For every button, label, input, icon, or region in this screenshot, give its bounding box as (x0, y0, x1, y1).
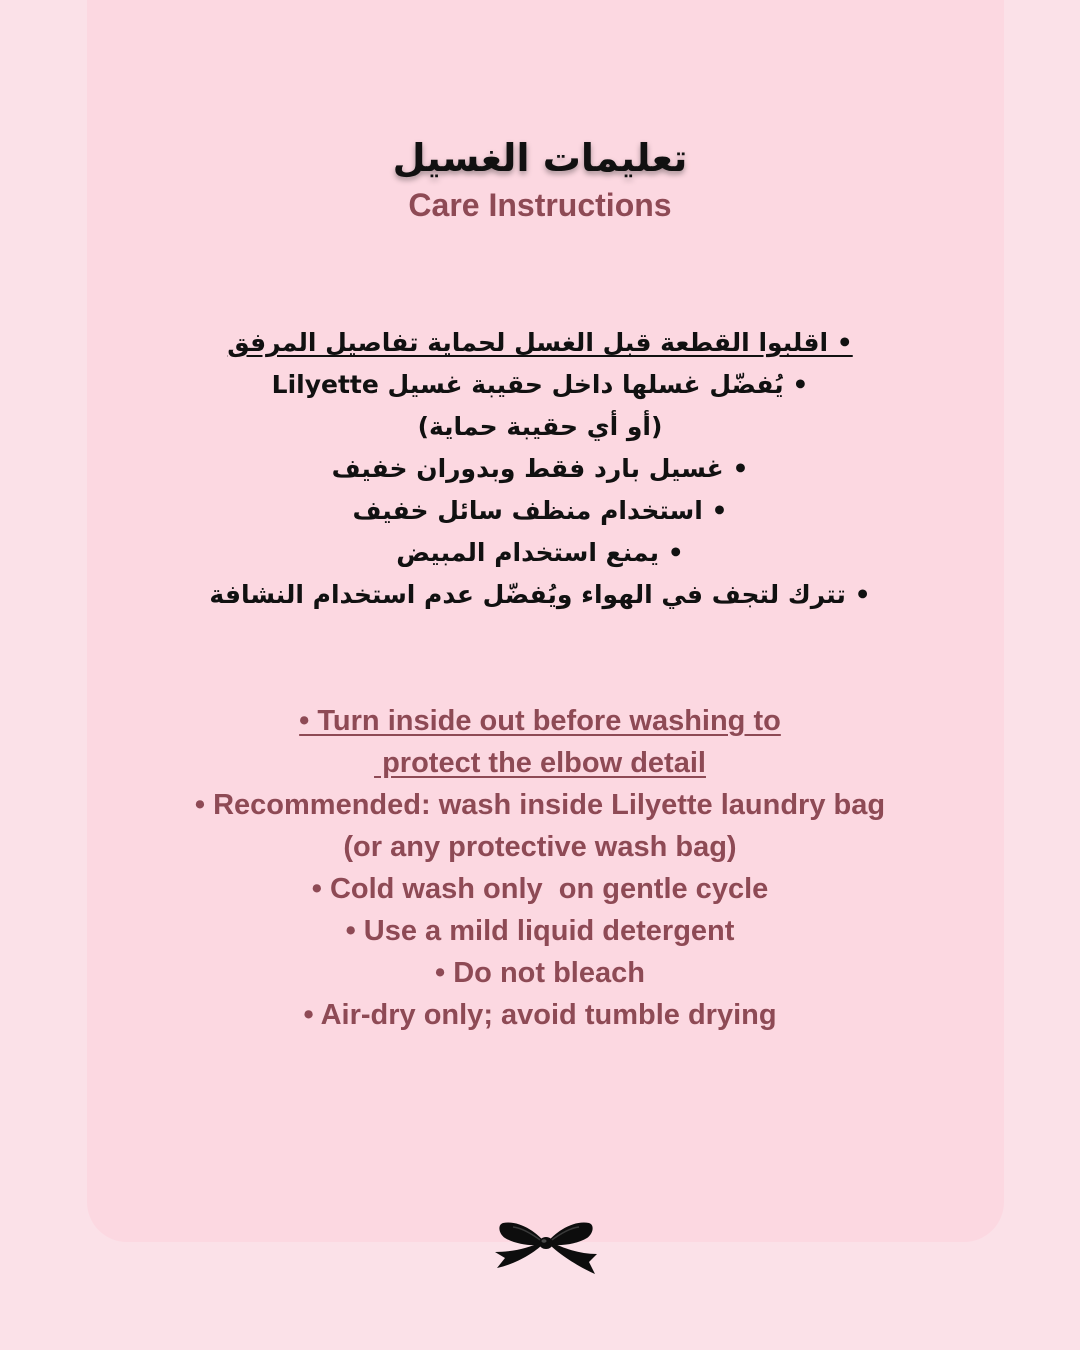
english-instruction-item: (or any protective wash bag) (343, 831, 737, 863)
arabic-instruction-item: (أو أي حقيبة حماية) (417, 412, 663, 441)
arabic-instructions-list (0, 322, 1080, 616)
arabic-instruction-item: • تترك لتجف في الهواء ويُفضّل عدم استخدام النشافة (209, 580, 871, 609)
english-title: Care Instructions (408, 187, 672, 223)
bow-icon (493, 1214, 599, 1278)
english-instruction-item: • Do not bleach (435, 957, 645, 989)
english-instruction-item: • Recommended: wash inside Lilyette laundry bag (194, 789, 886, 821)
english-instruction-item: • Cold wash only on gentle cycle (311, 873, 769, 905)
english-instruction-text: • Turn inside out before washing to (299, 705, 781, 737)
arabic-instruction-item: • يمنع استخدام المبيض (396, 538, 684, 567)
arabic-instruction-item: • استخدام منظف سائل خفيف (352, 496, 728, 525)
english-instruction-text: protect the elbow detail (374, 747, 706, 779)
english-instructions-list (0, 700, 1080, 1036)
english-instruction-item (0, 700, 1080, 742)
english-instruction-item: • Air-dry only; avoid tumble drying (303, 999, 777, 1031)
english-instruction-item: • Use a mild liquid detergent (345, 915, 735, 947)
arabic-title: تعليمات الغسيل (392, 136, 688, 180)
english-instruction-item (0, 742, 1080, 784)
arabic-instruction-text: • اقلبوا القطعة قبل الغسل لحماية تفاصيل المرفق (227, 328, 853, 357)
arabic-instruction-item (0, 322, 1080, 364)
arabic-instruction-item: • يُفضّل غسلها داخل حقيبة غسيل Lilyette (271, 370, 809, 399)
arabic-instruction-item: • غسيل بارد فقط وبدوران خفيف (331, 454, 749, 483)
